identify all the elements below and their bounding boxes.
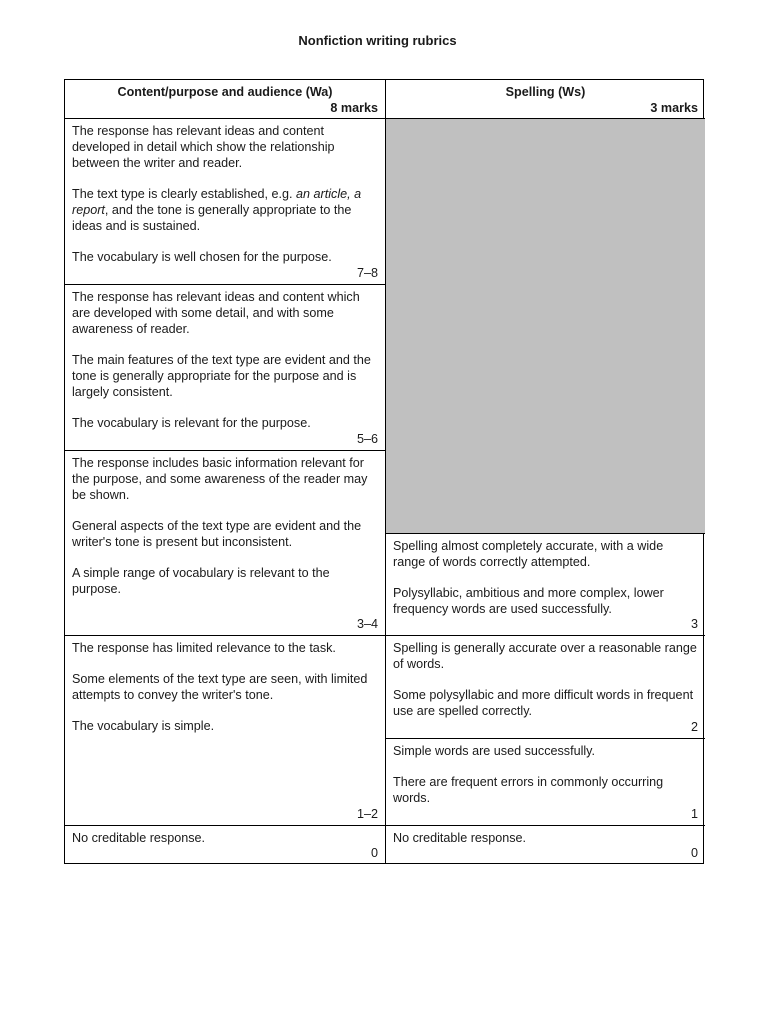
wa-band-3-4 bbox=[65, 451, 385, 635]
ws-band-2-text-2: Some polysyllabic and more difficult words in frequent use are spelled correctly. bbox=[393, 688, 694, 718]
shaded-empty-cell bbox=[386, 119, 705, 533]
wa-band-7-8-text-1: The response has relevant ideas and content developed in detail which show the relationship between the writer and reader. bbox=[72, 124, 335, 170]
wa-band-5-6-text-3: The vocabulary is relevant for the purpose. bbox=[72, 416, 311, 430]
wa-band-0-text: No creditable response. bbox=[72, 831, 206, 845]
wa-band-7-8-text-3: The vocabulary is well chosen for the purpose. bbox=[72, 250, 332, 264]
wa-band-0 bbox=[65, 826, 385, 864]
header-ws-marks: 3 marks bbox=[650, 101, 698, 115]
header-ws-title: Spelling (Ws) bbox=[505, 85, 586, 99]
wa-band-3-4-text-2: General aspects of the text type are evident and the writer's tone is present but inconsistent. bbox=[72, 519, 362, 549]
header-wa-marks: 8 marks bbox=[330, 101, 378, 115]
ws-band-3-text-2: Polysyllabic, ambitious and more complex, lower frequency words are used successfully. bbox=[393, 586, 664, 616]
wa-band-1-2-text-3: The vocabulary is simple. bbox=[72, 719, 215, 733]
wa-band-5-6-text-2: The main features of the text type are evident and the tone is generally appropriate for the purpose and is largely consistent. bbox=[72, 353, 371, 399]
ws-band-1-text-1: Simple words are used successfully. bbox=[393, 744, 596, 758]
ws-band-2 bbox=[386, 636, 705, 738]
header-ws bbox=[386, 80, 705, 118]
wa-band-3-4-mark: 3–4 bbox=[356, 617, 378, 631]
wa-band-1-2-text-2: Some elements of the text type are seen, with limited attempts to convey the writer's tone. bbox=[72, 672, 368, 702]
wa-band-3-4-text-1: The response includes basic information relevant for the purpose, and some awareness of the reader may be shown. bbox=[72, 456, 368, 502]
header-wa bbox=[65, 80, 385, 118]
header-wa-title: Content/purpose and audience (Wa) bbox=[117, 85, 333, 99]
wa-band-7-8-text-2: The text type is clearly established, e.g. an article, a report, and the tone is generally appropriate to the ideas and is sustained. bbox=[72, 187, 362, 233]
wa-band-5-6 bbox=[65, 285, 385, 450]
ws-band-3 bbox=[386, 534, 705, 635]
ws-band-3-text-1: Spelling almost completely accurate, with a wide range of words correctly attempted. bbox=[393, 539, 664, 569]
ws-band-0 bbox=[386, 826, 705, 864]
ws-band-2-mark: 2 bbox=[690, 720, 698, 734]
wa-band-1-2 bbox=[65, 636, 385, 825]
ws-band-0-mark: 0 bbox=[690, 846, 698, 860]
wa-band-1-2-mark: 1–2 bbox=[356, 807, 378, 821]
wa-band-7-8 bbox=[65, 119, 385, 284]
wa-band-3-4-text-3: A simple range of vocabulary is relevant to the purpose. bbox=[72, 566, 330, 596]
wa-band-5-6-mark: 5–6 bbox=[356, 432, 378, 446]
ws-band-1 bbox=[386, 739, 705, 825]
ws-band-1-text-2: There are frequent errors in commonly occurring words. bbox=[393, 775, 664, 805]
wa-band-5-6-text-1: The response has relevant ideas and content which are developed with some detail, and with some awareness of reader. bbox=[72, 290, 360, 336]
ws-band-0-text: No creditable response. bbox=[393, 831, 527, 845]
page-title: Nonfiction writing rubrics bbox=[298, 33, 457, 48]
wa-band-0-mark: 0 bbox=[370, 846, 378, 860]
ws-band-1-mark: 1 bbox=[690, 807, 698, 821]
wa-band-1-2-text-1: The response has limited relevance to the task. bbox=[72, 641, 336, 655]
rubric-table bbox=[64, 79, 704, 864]
ws-band-3-mark: 3 bbox=[690, 617, 698, 631]
wa-band-7-8-mark: 7–8 bbox=[356, 266, 378, 280]
ws-band-2-text-1: Spelling is generally accurate over a reasonable range of words. bbox=[393, 641, 697, 671]
